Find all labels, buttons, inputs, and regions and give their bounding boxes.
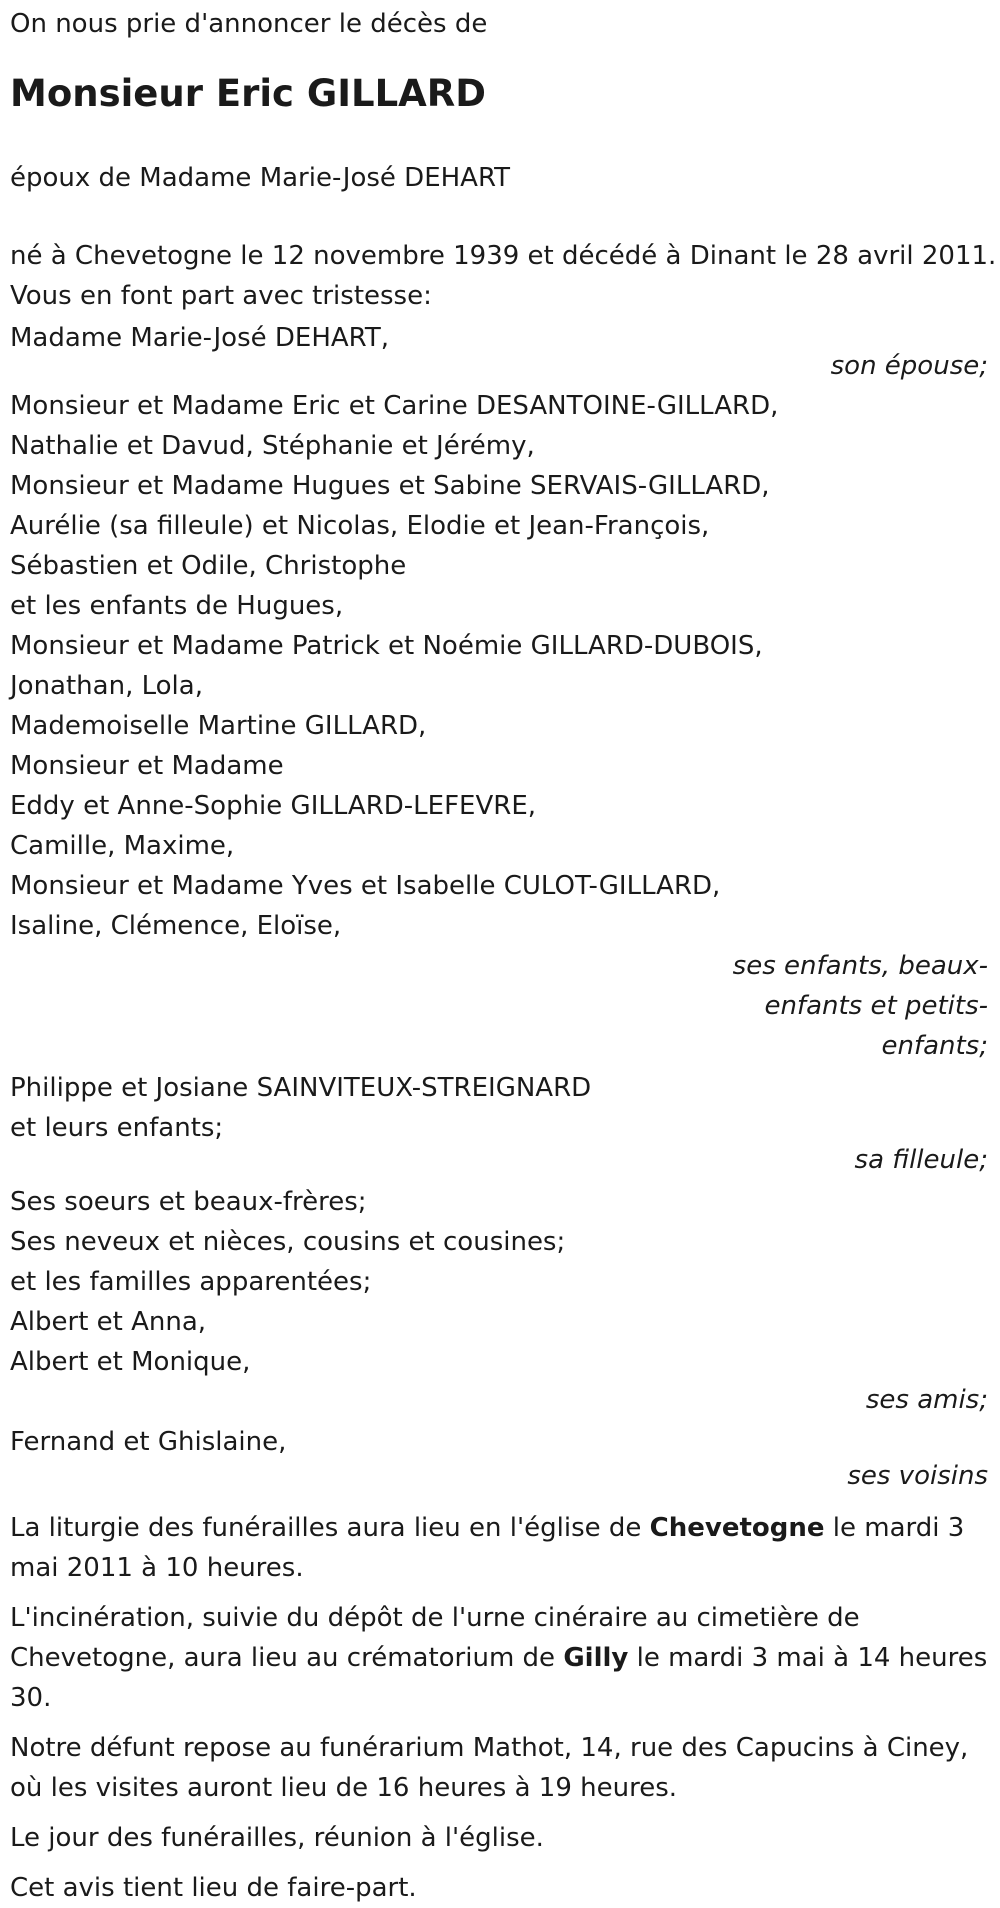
obituary-notice: [0, 4, 997, 1908]
group-line: Monsieur et Madame Patrick et Noémie GILLARD-DUBOIS,: [10, 631, 763, 661]
group-line: Ses neveux et nièces, cousins et cousines;: [10, 1227, 566, 1257]
relation-line: ses enfants, beaux-: [732, 951, 988, 981]
relation-line: enfants et petits-: [764, 991, 988, 1021]
group-spouse: [10, 318, 988, 386]
cremation-place: Gilly: [563, 1643, 629, 1673]
relation-label: ses voisins: [847, 1461, 988, 1491]
birth-death-line: né à Chevetogne le 12 novembre 1939 et décédé à Dinant le 28 avril 2011.: [10, 241, 997, 271]
group-neighbours: [10, 1422, 988, 1496]
group-goddaughter: [10, 1068, 988, 1180]
liturgy-paragraph: [10, 1508, 990, 1588]
liturgy-place: Chevetogne: [649, 1513, 825, 1543]
spouse-line: époux de Madame Marie-José DEHART: [10, 163, 511, 193]
meeting-line: Le jour des funérailles, réunion à l'église.: [10, 1823, 544, 1853]
group-line: et leurs enfants;: [10, 1113, 224, 1143]
group-line: et les familles apparentées;: [10, 1267, 372, 1297]
liturgy-text: La liturgie des funérailles aura lieu en l'église de: [10, 1513, 650, 1543]
relation-label: sa filleule;: [854, 1145, 988, 1175]
group-line: Sébastien et Odile, Christophe: [10, 551, 407, 581]
intro-text: On nous prie d'annoncer le décès de: [10, 9, 488, 39]
group-line: Monsieur et Madame Yves et Isabelle CULOT-GILLARD,: [10, 871, 721, 901]
group-line: Eddy et Anne-Sophie GILLARD-LEFEVRE,: [10, 791, 537, 821]
cremation-text-after: le mardi 3 mai à 14 heures 30.: [10, 1643, 988, 1713]
deceased-name: Monsieur Eric GILLARD: [10, 72, 486, 115]
group-line: Nathalie et Davud, Stéphanie et Jérémy,: [10, 431, 535, 461]
rest-paragraph: Notre défunt repose au funérarium Mathot, 14, rue des Capucins à Ciney, où les visites auront lieu de 16 heures à 19 heures.: [10, 1733, 969, 1803]
group-line: Albert et Monique,: [10, 1347, 251, 1377]
cremation-text: L'incinération, suivie du dépôt de l'urne cinéraire au cimetière de Chevetogne, aura lieu au crématorium de: [10, 1603, 860, 1673]
group-line: Albert et Anna,: [10, 1307, 207, 1337]
group-line: Ses soeurs et beaux-frères;: [10, 1187, 367, 1217]
group-line: Camille, Maxime,: [10, 831, 235, 861]
relation-label: son épouse;: [830, 351, 988, 381]
group-line: Isaline, Clémence, Eloïse,: [10, 911, 342, 941]
group-line: Monsieur et Madame Hugues et Sabine SERVAIS-GILLARD,: [10, 471, 770, 501]
group-line: et les enfants de Hugues,: [10, 591, 344, 621]
cremation-paragraph: [10, 1598, 990, 1718]
group-line: Aurélie (sa filleule) et Nicolas, Elodie et Jean-François,: [10, 511, 710, 541]
closing-line: Cet avis tient lieu de faire-part.: [10, 1873, 417, 1903]
group-line: Philippe et Josiane SAINVITEUX-STREIGNARD: [10, 1073, 592, 1103]
relation-label: ses amis;: [865, 1385, 988, 1415]
relation-line: enfants;: [881, 1031, 988, 1061]
relation-label: [0, 946, 988, 1066]
group-friends: [10, 1182, 988, 1420]
group-line: Mademoiselle Martine GILLARD,: [10, 711, 427, 741]
group-line: Fernand et Ghislaine,: [10, 1427, 287, 1457]
announce-line: Vous en font part avec tristesse:: [10, 281, 432, 311]
liturgy-text-after: le mardi 3 mai 2011 à 10 heures.: [10, 1513, 965, 1583]
group-line: Monsieur et Madame: [10, 751, 284, 781]
group-children: [10, 386, 988, 1066]
group-line: Madame Marie-José DEHART,: [10, 323, 389, 353]
group-line: Monsieur et Madame Eric et Carine DESANTOINE-GILLARD,: [10, 391, 779, 421]
group-line: Jonathan, Lola,: [10, 671, 203, 701]
